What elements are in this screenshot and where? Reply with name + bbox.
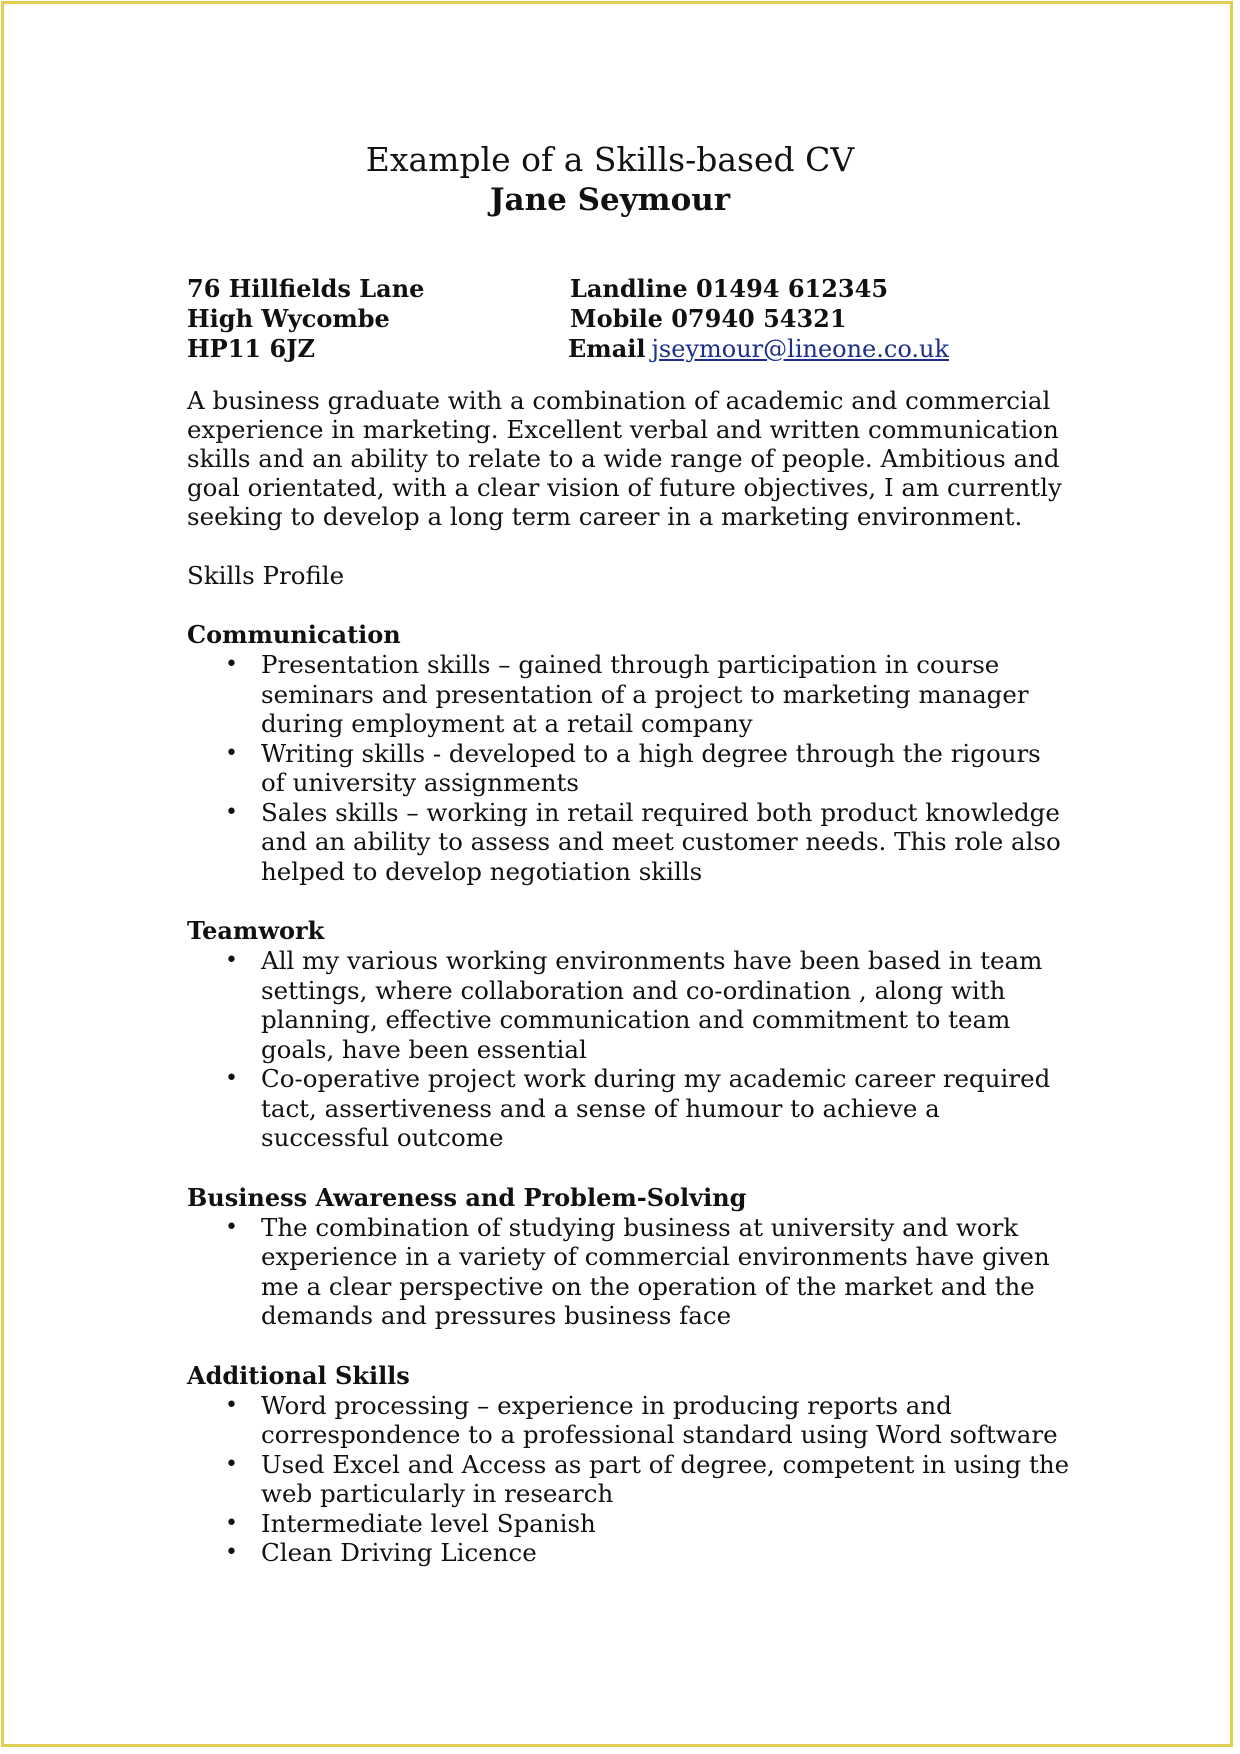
section-additional-skills bbox=[187, 1361, 1087, 1568]
address-block bbox=[187, 274, 424, 364]
bullet-list bbox=[187, 1213, 1087, 1331]
list-item-text: Sales skills – working in retail required both product knowledge and an ability to assess and meet customer needs. This role also helped to develop negotiation skills bbox=[261, 797, 1061, 886]
list-item bbox=[187, 1509, 1071, 1539]
list-item bbox=[187, 946, 1071, 1064]
section-title: Additional Skills bbox=[187, 1360, 410, 1390]
list-item-text: Word processing – experience in producing reports and correspondence to a professional standard using Word software bbox=[261, 1390, 1058, 1449]
list-item bbox=[187, 1213, 1071, 1331]
bullet-icon: • bbox=[225, 1540, 238, 1565]
document-title: Example of a Skills-based CV bbox=[365, 140, 855, 179]
bullet-icon: • bbox=[225, 740, 238, 766]
list-item bbox=[187, 798, 1071, 887]
email-row bbox=[568, 334, 949, 364]
email-link[interactable]: jseymour@lineone.co.uk bbox=[651, 335, 949, 363]
bullet-list bbox=[187, 1391, 1087, 1568]
bullet-icon: • bbox=[225, 799, 238, 825]
list-item-text: All my various working environments have been based in team settings, where collaboration and co-ordination , along with planning, effective communication and commitment to team goals, have been essential bbox=[261, 946, 1043, 1064]
list-item bbox=[187, 1064, 1071, 1153]
candidate-name: Jane Seymour bbox=[489, 182, 731, 218]
list-item-text: Writing skills - developed to a high degree through the rigours of university assignments bbox=[261, 738, 1041, 797]
section-communication bbox=[187, 620, 1087, 886]
bullet-list bbox=[187, 946, 1087, 1153]
list-item bbox=[187, 650, 1071, 739]
address-line: High Wycombe bbox=[187, 304, 390, 333]
section-title: Business Awareness and Problem-Solving bbox=[187, 1182, 747, 1212]
list-item-text: Presentation skills – gained through participation in course seminars and presentation of a project to marketing manager during employment at a retail company bbox=[261, 650, 1029, 738]
list-item-text: Clean Driving Licence bbox=[261, 1538, 537, 1567]
contact-details bbox=[187, 274, 1087, 364]
list-item bbox=[187, 1391, 1071, 1450]
list-item-text: Co-operative project work during my academic career required tact, assertiveness and a sense of humour to achieve a successful outcome bbox=[261, 1064, 1051, 1152]
bullet-icon: • bbox=[225, 1451, 238, 1477]
list-item-text: Used Excel and Access as part of degree, competent in using the web particularly in research bbox=[261, 1449, 1070, 1508]
cv-document bbox=[187, 140, 1087, 1568]
list-item bbox=[187, 1450, 1071, 1509]
section-teamwork bbox=[187, 916, 1087, 1153]
mobile-number: Mobile 07940 54321 bbox=[570, 304, 847, 333]
email-label: Email bbox=[568, 334, 646, 363]
list-item-text: Intermediate level Spanish bbox=[261, 1508, 596, 1538]
bullet-icon: • bbox=[225, 948, 238, 973]
bullet-icon: • bbox=[225, 1392, 238, 1418]
skills-profile-heading: Skills Profile bbox=[187, 561, 345, 590]
bullet-icon: • bbox=[225, 1214, 238, 1240]
phone-email-block bbox=[570, 274, 949, 364]
section-business-awareness bbox=[187, 1183, 1087, 1331]
section-title: Teamwork bbox=[187, 916, 325, 945]
list-item-text: The combination of studying business at university and work experience in a variety of commercial environments have given me a clear perspective on the operation of the market and the demands and pressures business face bbox=[261, 1212, 1050, 1330]
bullet-icon: • bbox=[225, 1510, 238, 1536]
address-line: 76 Hillfields Lane bbox=[187, 274, 425, 303]
section-title: Communication bbox=[187, 620, 401, 649]
list-item bbox=[187, 1538, 1071, 1568]
address-postcode: HP11 6JZ bbox=[187, 334, 316, 363]
landline-number: Landline 01494 612345 bbox=[570, 274, 889, 303]
bullet-icon: • bbox=[225, 1066, 238, 1091]
bullet-icon: • bbox=[225, 652, 238, 677]
bullet-list bbox=[187, 650, 1087, 886]
profile-summary: A business graduate with a combination of academic and commercial experience in marketing. Excellent verbal and written communication skills and an ability to relate to a wide range of people. Ambitious and goal orientated, with a clear vision of future objectives, I am currently seeking to develop a long term career in a marketing environment. bbox=[187, 386, 1062, 531]
list-item bbox=[187, 739, 1071, 798]
